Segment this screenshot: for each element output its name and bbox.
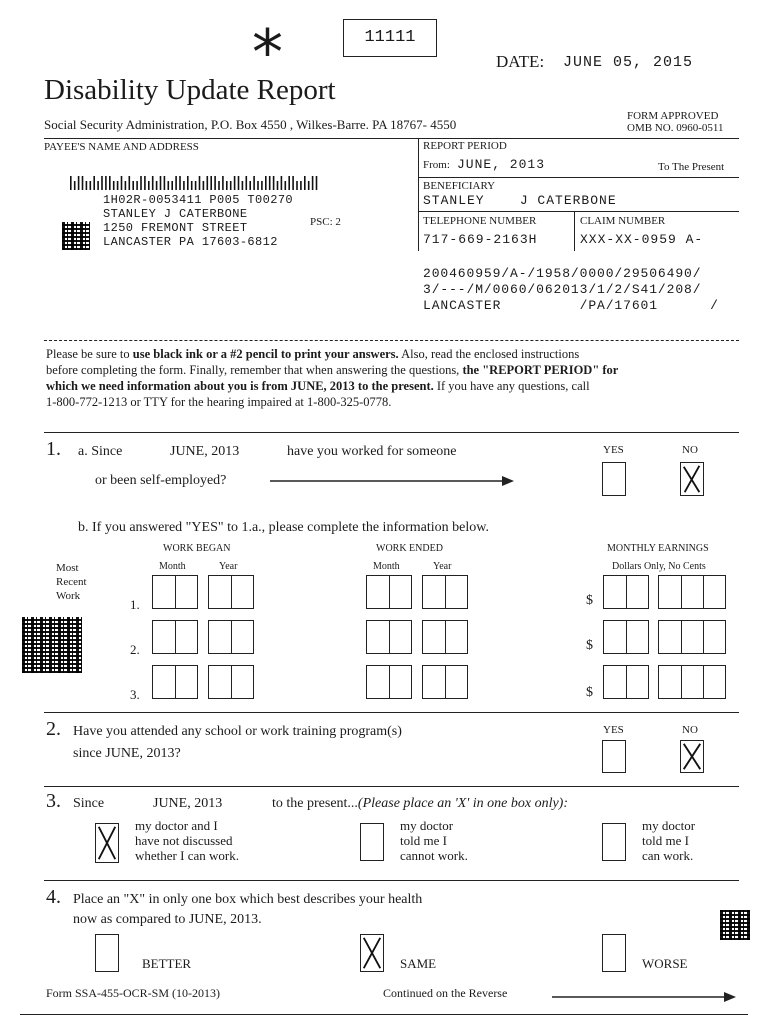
row-3-dollar-sign: $: [586, 685, 593, 700]
instr-text-2: Also, read the enclosed instructions: [398, 347, 580, 361]
instr-text-4: If you have any questions, call: [433, 379, 590, 393]
row-3-earnings-thousands[interactable]: [603, 665, 649, 699]
barcode-bar: [117, 181, 119, 190]
barcode-bar: [246, 176, 248, 190]
q3-text: [272, 796, 568, 812]
footer-rule: [20, 1014, 748, 1015]
q3-opt2-line-2: told me I: [400, 833, 447, 848]
q3-option-1-checkbox[interactable]: [95, 823, 119, 863]
barcode-bar: [230, 181, 232, 190]
row-3-began-year[interactable]: [208, 665, 254, 699]
right-box-divider: [418, 138, 419, 251]
row-3-ended-year[interactable]: [422, 665, 468, 699]
barcode-bar: [160, 176, 162, 190]
q3-opt2-line-3: cannot work.: [400, 848, 468, 863]
barcode-bar: [144, 176, 146, 190]
monthly-earnings-header: MONTHLY EARNINGS: [607, 543, 709, 554]
header-rule: [44, 138, 739, 139]
q4-text-1: Place an "X" in only one box which best describes your health: [73, 892, 423, 907]
barcode-bar: [218, 181, 220, 190]
most-recent-line-2: Recent: [56, 576, 87, 588]
row-3-began-month[interactable]: [152, 665, 198, 699]
postal-barcode: [70, 176, 322, 190]
q1-no-x-mark: [681, 463, 703, 495]
barcode-bar: [308, 181, 310, 190]
q3-option-2-checkbox[interactable]: [360, 823, 384, 861]
barcode-bar: [273, 176, 275, 190]
barcode-bar: [90, 181, 92, 190]
most-recent-line-3: Work: [56, 590, 81, 602]
row-1-began-month[interactable]: [152, 575, 198, 609]
footer-arrow: [552, 991, 737, 1003]
barcode-bar: [210, 176, 212, 190]
barcode-bar: [285, 181, 287, 190]
row-2-dollar-sign: $: [586, 638, 593, 653]
q3-opt3-line-2: told me I: [642, 833, 689, 848]
agency-address: Social Security Administration, P.O. Box 4550 , Wilkes-Barre. PA 18767- 4550: [44, 117, 457, 132]
q3-date: JUNE, 2013: [153, 796, 223, 811]
barcode-bar: [86, 181, 88, 190]
barcode-bar: [164, 176, 166, 190]
barcode-bar: [132, 181, 134, 190]
row-1-began-year[interactable]: [208, 575, 254, 609]
q1-arrow: [270, 475, 515, 487]
omb-number: OMB NO. 0960-0511: [627, 122, 724, 134]
q2-no-x-mark: [681, 741, 703, 772]
claim-divider: [574, 211, 575, 251]
barcode-bar: [253, 176, 255, 190]
beneficiary-label: BENEFICIARY: [423, 180, 496, 192]
barcode-bar: [125, 181, 127, 190]
q3-instruction: (Please place an 'X' in one box only):: [357, 796, 569, 811]
barcode-bar: [296, 181, 298, 190]
barcode-bar: [78, 176, 80, 190]
q3-to-present: to the present...: [272, 796, 358, 811]
work-began-header: WORK BEGAN: [163, 543, 231, 554]
payee-name: STANLEY J CATERBONE: [103, 207, 248, 221]
barcode-bar: [199, 176, 201, 190]
address-qr-code: [62, 222, 90, 250]
barcode-bar: [70, 176, 72, 190]
q1-number: 1.: [46, 438, 61, 460]
report-period-from: JUNE, 2013: [457, 157, 546, 172]
q3-rule: [44, 880, 739, 881]
page-title: Disability Update Report: [44, 74, 336, 106]
barcode-bar: [257, 181, 259, 190]
q2-no-checkbox[interactable]: [680, 740, 704, 773]
barcode-bar: [222, 176, 224, 190]
barcode-bar: [140, 176, 142, 190]
psc-code: PSC: 2: [310, 216, 341, 228]
telephone-value: 717-669-2163H: [423, 232, 538, 247]
payee-code-line: 1H02R-0053411 P005 T00270: [103, 193, 294, 207]
row-3-earnings-units[interactable]: [658, 665, 726, 699]
barcode-bar: [269, 176, 271, 190]
q4-number: 4.: [46, 886, 61, 908]
q4-same-checkbox[interactable]: [360, 934, 384, 972]
code-line-2: 3/---/M/0060/062013/1/2/S41/208/: [423, 282, 702, 297]
instructions: [46, 346, 736, 410]
row-1-ended-month[interactable]: [366, 575, 412, 609]
row-2-ended-month[interactable]: [366, 620, 412, 654]
barcode-bar: [105, 176, 107, 190]
row-1-dollar-sign: $: [586, 593, 593, 608]
q2-rule: [44, 786, 739, 787]
barcode-bar: [187, 176, 189, 190]
instr-bold-2: the "REPORT PERIOD" for: [462, 363, 619, 377]
telephone-label: TELEPHONE NUMBER: [423, 215, 537, 227]
began-year-label: Year: [219, 561, 238, 572]
barcode-bar: [113, 181, 115, 190]
barcode-bar: [175, 176, 177, 190]
instr-text-1: Please be sure to: [46, 347, 133, 361]
barcode-bar: [101, 176, 103, 190]
q2-yes-checkbox[interactable]: [602, 740, 626, 773]
barcode-bar: [242, 181, 244, 190]
barcode-bar: [183, 181, 185, 190]
instr-text-3: before completing the form. Finally, remember that when answering the questions,: [46, 363, 463, 377]
q3-option-2-text: [400, 818, 468, 863]
q3-option-3-checkbox[interactable]: [602, 823, 626, 861]
barcode-bar: [265, 176, 267, 190]
q1b-text: b. If you answered "YES" to 1.a., please complete the information below.: [78, 520, 489, 535]
row-1-earnings-thousands[interactable]: [603, 575, 649, 609]
q2-text-2: since JUNE, 2013?: [73, 746, 181, 761]
barcode-bar: [136, 181, 138, 190]
section-separator: [44, 340, 739, 341]
barcode-bar: [234, 176, 236, 190]
q2-text-1: Have you attended any school or work training program(s): [73, 724, 402, 739]
ended-year-label: Year: [433, 561, 452, 572]
most-recent-work-label: [56, 561, 87, 603]
barcode-bar: [148, 181, 150, 190]
barcode-bar: [74, 181, 76, 190]
row-1-earnings-units[interactable]: [658, 575, 726, 609]
q4-better-checkbox[interactable]: [95, 934, 119, 972]
barcode-bar: [304, 176, 306, 190]
q1a-text-2: or been self-employed?: [95, 473, 227, 488]
barcode-bar: [179, 176, 181, 190]
barcode-bar: [203, 181, 205, 190]
code-line-3: LANCASTER /PA/17601 /: [423, 298, 719, 313]
q1-no-label: NO: [682, 444, 698, 456]
claim-value: XXX-XX-0959 A-: [580, 232, 704, 247]
q3-number: 3.: [46, 790, 61, 812]
barcode-bar: [226, 181, 228, 190]
instr-bold-1: use black ink or a #2 pencil to print your answers.: [132, 347, 399, 361]
q1-rule: [44, 712, 739, 713]
asterisk-mark: *: [252, 16, 283, 89]
q3-opt3-line-1: my doctor: [642, 818, 696, 833]
row-2-ended-year[interactable]: [422, 620, 468, 654]
barcode-bar: [121, 176, 123, 190]
barcode-bar: [195, 181, 197, 190]
row-3-label: 3.: [130, 687, 140, 702]
barcode-bar: [292, 176, 294, 190]
barcode-bar: [156, 181, 158, 190]
row-1-label: 1.: [130, 597, 140, 612]
q4-better-label: BETTER: [142, 956, 192, 971]
barcode-bar: [316, 176, 318, 190]
q3-option-1-text: [135, 818, 239, 863]
barcode-bar: [168, 181, 170, 190]
q1-no-checkbox[interactable]: [680, 462, 704, 496]
ended-month-label: Month: [373, 561, 400, 572]
barcode-bar: [288, 176, 290, 190]
report-period-rule: [418, 177, 739, 178]
barcode-bar: [191, 181, 193, 190]
q3-opt3-line-3: can work.: [642, 848, 694, 863]
form-approved: FORM APPROVED: [627, 110, 719, 122]
row-2-label: 2.: [130, 642, 140, 657]
q3-option-3-text: [642, 818, 695, 863]
beneficiary-rule: [418, 211, 739, 212]
q1a-date: JUNE, 2013: [170, 444, 240, 459]
most-recent-line-1: Most: [56, 562, 79, 574]
barcode-bar: [207, 176, 209, 190]
q4-text-2: now as compared to JUNE, 2013.: [73, 912, 262, 927]
began-month-label: Month: [159, 561, 186, 572]
q4-worse-checkbox[interactable]: [602, 934, 626, 972]
q4-same-label: SAME: [400, 956, 437, 971]
barcode-bar: [277, 181, 279, 190]
q1a-text-1: have you worked for someone: [287, 444, 457, 459]
row-2-earnings-thousands[interactable]: [603, 620, 649, 654]
q3-opt2-line-1: my doctor: [400, 818, 454, 833]
q2-no-label: NO: [682, 724, 698, 736]
form-code-box: 11111: [343, 19, 437, 57]
barcode-bar: [214, 176, 216, 190]
q4-same-x-mark: [361, 935, 383, 971]
q3-opt1-line-3: whether I can work.: [135, 848, 239, 863]
claim-label: CLAIM NUMBER: [580, 215, 666, 227]
report-period-label: REPORT PERIOD: [423, 140, 507, 152]
instructions-rule: [44, 432, 739, 433]
row-2-began-year[interactable]: [208, 620, 254, 654]
instr-phone-line: 1-800-772-1213 or TTY for the hearing impaired at 1-800-325-0778.: [46, 395, 392, 409]
dollars-label: Dollars Only, No Cents: [612, 561, 706, 572]
q3-since: Since: [73, 796, 105, 811]
q1-yes-label: YES: [603, 444, 624, 456]
q4-worse-label: WORSE: [642, 956, 688, 971]
barcode-bar: [129, 176, 131, 190]
date-label: DATE:: [496, 52, 545, 71]
q1a-since: a. Since: [78, 444, 123, 459]
barcode-bar: [312, 176, 314, 190]
barcode-bar: [82, 176, 84, 190]
payee-city: LANCASTER PA 17603-6812: [103, 235, 278, 249]
barcode-bar: [93, 176, 95, 190]
barcode-bar: [238, 176, 240, 190]
q2-yes-label: YES: [603, 724, 624, 736]
barcode-bar: [249, 181, 251, 190]
q3-opt1-line-1: my doctor and I: [135, 818, 218, 833]
row-2-earnings-units[interactable]: [658, 620, 726, 654]
report-period-from-label: From:: [423, 159, 450, 171]
q1-yes-checkbox[interactable]: [602, 462, 626, 496]
barcode-bar: [281, 176, 283, 190]
beneficiary-value: STANLEY J CATERBONE: [423, 193, 617, 208]
barcode-bar: [152, 176, 154, 190]
work-ended-header: WORK ENDED: [376, 543, 443, 554]
corner-qr-code: [720, 910, 750, 940]
form-id: Form SSA-455-OCR-SM (10-2013): [46, 986, 221, 1000]
continued-on-reverse: Continued on the Reverse: [383, 986, 508, 1000]
q2-number: 2.: [46, 718, 61, 740]
barcode-bar: [171, 181, 173, 190]
barcode-bar: [109, 176, 111, 190]
barcode-bar: [300, 181, 302, 190]
side-qr-code: [22, 617, 82, 673]
instr-bold-3: which we need information about you is from JUNE, 2013 to the present.: [46, 379, 434, 393]
row-1-ended-year[interactable]: [422, 575, 468, 609]
code-line-1: 200460959/A-/1958/0000/29506490/: [423, 266, 702, 281]
q3-opt1-line-2: have not discussed: [135, 833, 233, 848]
row-3-ended-month[interactable]: [366, 665, 412, 699]
payee-street: 1250 FREMONT STREET: [103, 221, 248, 235]
barcode-bar: [261, 181, 263, 190]
row-2-began-month[interactable]: [152, 620, 198, 654]
barcode-bar: [97, 181, 99, 190]
payee-label: PAYEE'S NAME AND ADDRESS: [44, 141, 199, 153]
report-period-to: To The Present: [658, 161, 725, 173]
q3-option-1-x-mark: [96, 824, 118, 862]
date-value: JUNE 05, 2015: [563, 54, 694, 71]
